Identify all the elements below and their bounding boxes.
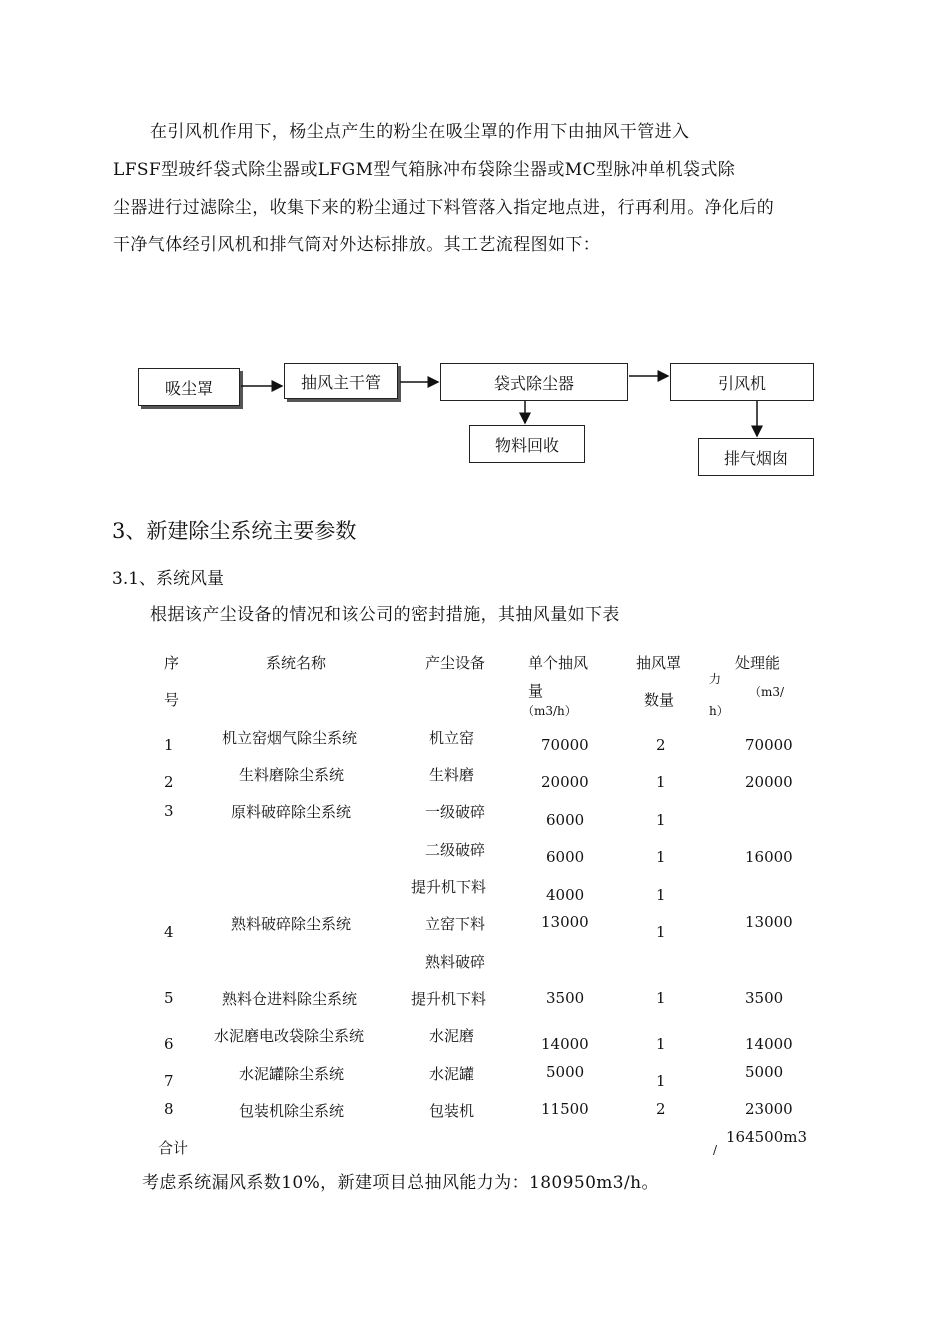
row6-air: 14000 xyxy=(541,1035,589,1053)
intro-line-1: 在引风机作用下，杨尘点产生的粉尘在吸尘罩的作用下由抽风干管进入 xyxy=(150,122,690,142)
header-dust-equipment: 产尘设备 xyxy=(425,654,486,672)
header-stray-mark: 力 xyxy=(709,672,722,686)
row3-air-b: 6000 xyxy=(546,848,585,866)
row5-air: 3500 xyxy=(546,989,585,1007)
intro-line-3: 尘器进行过滤除尘，收集下来的粉尘通过下料管落入指定地点进，行再利用。净化后的 xyxy=(113,198,775,218)
row3-equip-c: 提升机下料 xyxy=(411,878,487,896)
row6-cap: 14000 xyxy=(745,1035,793,1053)
header-capacity-3: h） xyxy=(709,704,729,718)
row4-cap: 13000 xyxy=(745,913,793,931)
row4-air: 13000 xyxy=(541,913,589,931)
flow-box-bag-filter: 袋式除尘器 xyxy=(440,363,628,401)
flow-box-stack: 排气烟囱 xyxy=(698,438,814,476)
row2-equip: 生料磨 xyxy=(429,766,475,784)
section-3-1-intro: 根据该产尘设备的情况和该公司的密封措施，其抽风量如下表 xyxy=(150,605,620,625)
section-3-title: 3、新建除尘系统主要参数 xyxy=(112,519,357,543)
row4-equip-b: 熟料破碎 xyxy=(425,953,486,971)
intro-line-2: LFSF型玻纤袋式除尘器或LFGM型气箱脉冲布袋除尘器或MC型脉冲单机袋式除 xyxy=(113,160,736,180)
row8-air: 11500 xyxy=(541,1100,589,1118)
flow-box-main-duct: 抽风主干管 xyxy=(284,363,398,399)
flow-box-fan: 引风机 xyxy=(670,363,814,401)
row6-equip: 水泥磨 xyxy=(429,1027,475,1045)
row6-name: 水泥磨电改袋除尘系统 xyxy=(214,1027,365,1045)
row7-no: 7 xyxy=(164,1072,174,1090)
row8-count: 2 xyxy=(656,1100,666,1118)
row3-equip-a: 一级破碎 xyxy=(425,803,486,821)
row1-count: 2 xyxy=(656,736,666,754)
row3-count-b: 1 xyxy=(656,848,666,866)
header-system-name: 系统名称 xyxy=(266,654,327,672)
row2-air: 20000 xyxy=(541,773,589,791)
row2-count: 1 xyxy=(656,773,666,791)
row2-name: 生料磨除尘系统 xyxy=(239,766,345,784)
header-capacity-1: 处理能 xyxy=(735,654,781,672)
row6-no: 6 xyxy=(164,1035,174,1053)
row5-count: 1 xyxy=(656,989,666,1007)
row7-name: 水泥罐除尘系统 xyxy=(239,1065,345,1083)
flow-arrows xyxy=(0,0,950,500)
total-label: 合计 xyxy=(158,1139,189,1157)
row2-no: 2 xyxy=(164,773,174,791)
row3-count-c: 1 xyxy=(656,886,666,904)
row4-count: 1 xyxy=(656,923,666,941)
row4-no: 4 xyxy=(164,923,174,941)
total-tail: / xyxy=(713,1143,718,1157)
row1-air: 70000 xyxy=(541,736,589,754)
header-hood-count-1: 抽风罩 xyxy=(636,654,682,672)
row3-equip-b: 二级破碎 xyxy=(425,841,486,859)
row8-no: 8 xyxy=(164,1100,174,1118)
row8-name: 包装机除尘系统 xyxy=(239,1102,345,1120)
row4-name: 熟料破碎除尘系统 xyxy=(231,915,352,933)
row8-equip: 包装机 xyxy=(429,1102,475,1120)
row5-cap: 3500 xyxy=(745,989,784,1007)
row4-equip-a: 立窑下料 xyxy=(425,915,486,933)
header-unit-air-3: （m3/h） xyxy=(522,704,577,718)
row8-cap: 23000 xyxy=(745,1100,793,1118)
header-no-2: 号 xyxy=(164,691,180,709)
row2-cap: 20000 xyxy=(745,773,793,791)
row1-equip: 机立窑 xyxy=(429,729,475,747)
row5-no: 5 xyxy=(164,989,174,1007)
flow-box-hood: 吸尘罩 xyxy=(138,368,240,406)
header-hood-count-2: 数量 xyxy=(644,691,675,709)
row5-name: 熟料仓进料除尘系统 xyxy=(222,990,358,1008)
row3-cap: 16000 xyxy=(745,848,793,866)
row1-cap: 70000 xyxy=(745,736,793,754)
header-no-1: 序 xyxy=(164,654,180,672)
row3-no: 3 xyxy=(164,802,174,820)
flow-box-recovery: 物料回收 xyxy=(469,425,585,463)
total-value: 164500m3 xyxy=(726,1128,808,1146)
row3-name: 原料破碎除尘系统 xyxy=(231,803,352,821)
conclusion-text: 考虑系统漏风系数10%，新建项目总抽风能力为：180950m3/h。 xyxy=(142,1173,659,1193)
header-unit-air-2: 量 xyxy=(528,682,544,700)
header-capacity-2: （m3/ xyxy=(749,685,785,699)
section-3-1-title: 3.1、系统风量 xyxy=(112,569,225,589)
row1-name: 机立窑烟气除尘系统 xyxy=(222,729,358,747)
header-unit-air-1: 单个抽风 xyxy=(528,654,589,672)
row5-equip: 提升机下料 xyxy=(411,990,487,1008)
row7-count: 1 xyxy=(656,1072,666,1090)
row7-cap: 5000 xyxy=(745,1063,784,1081)
row1-no: 1 xyxy=(164,736,174,754)
row7-air: 5000 xyxy=(546,1063,585,1081)
row3-air-c: 4000 xyxy=(546,886,585,904)
row6-count: 1 xyxy=(656,1035,666,1053)
row7-equip: 水泥罐 xyxy=(429,1065,475,1083)
row3-air-a: 6000 xyxy=(546,811,585,829)
row3-count-a: 1 xyxy=(656,811,666,829)
intro-line-4: 干净气体经引风机和排气筒对外达标排放。其工艺流程图如下： xyxy=(113,235,601,255)
